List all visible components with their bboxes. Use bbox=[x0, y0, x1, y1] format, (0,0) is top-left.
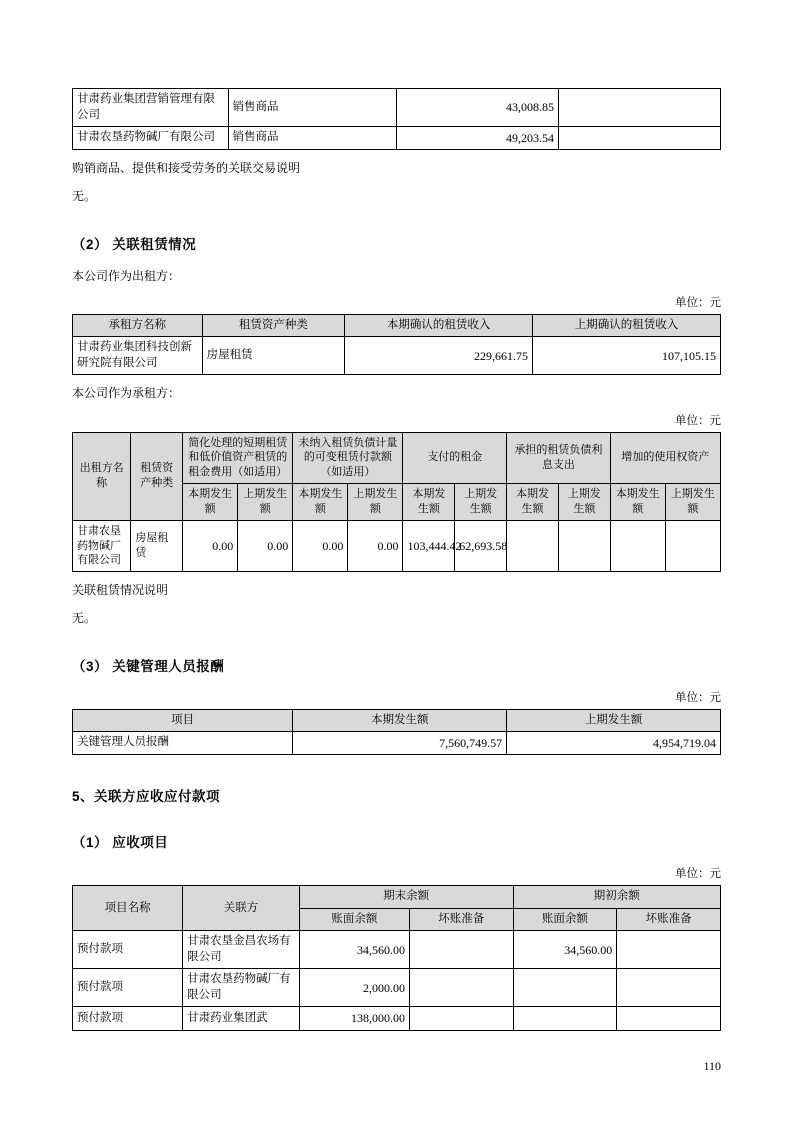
interest-current bbox=[507, 520, 559, 572]
prior-income: 107,105.15 bbox=[533, 337, 721, 375]
sub-current-paid: 本期发生额 bbox=[403, 484, 455, 521]
amount-blank bbox=[558, 89, 720, 127]
col-begin-balance: 期初余额 bbox=[513, 886, 720, 909]
end-bad-debt bbox=[409, 931, 513, 969]
lessee-name: 甘肃药业集团科技创新研究院有限公司 bbox=[73, 337, 203, 375]
page-content bbox=[72, 88, 721, 1031]
item-name: 预付款项 bbox=[73, 931, 183, 969]
asset-type: 房屋租赁 bbox=[202, 337, 345, 375]
begin-book-value bbox=[513, 1007, 617, 1030]
section-heading-receivable-payable: 5、关联方应收应付款项 bbox=[72, 789, 221, 805]
col-lessor-name: 出租方名称 bbox=[73, 432, 131, 520]
table-row bbox=[73, 732, 721, 755]
unit-label-lessee: 单位：元 bbox=[675, 414, 721, 427]
begin-book-value: 34,560.00 bbox=[513, 931, 617, 969]
item-name: 预付款项 bbox=[73, 969, 183, 1007]
receivable-items-table bbox=[72, 885, 721, 1030]
end-bad-debt bbox=[409, 969, 513, 1007]
col-related-party: 关联方 bbox=[183, 886, 300, 931]
col-prior-amount: 上期发生额 bbox=[507, 709, 721, 732]
table-header-row bbox=[73, 314, 721, 337]
asset-type: 房屋租赁 bbox=[131, 520, 183, 572]
sub-end-bad-debt: 坏账准备 bbox=[409, 908, 513, 931]
col-asset-type: 租赁资产种类 bbox=[202, 314, 345, 337]
unit-label-key-management: 单位：元 bbox=[675, 691, 721, 704]
lessee-caption: 本公司作为承租方： bbox=[72, 386, 181, 401]
rou-prior bbox=[665, 520, 720, 572]
lease-note-caption: 关联租赁情况说明 bbox=[72, 583, 169, 598]
col-item-name: 项目名称 bbox=[73, 886, 183, 931]
table-header-row bbox=[73, 432, 721, 484]
end-bad-debt bbox=[409, 1007, 513, 1030]
sub-prior-paid: 上期发生额 bbox=[455, 484, 507, 521]
current-amount: 7,560,749.57 bbox=[293, 732, 507, 755]
sub-prior-simplified: 上期发生额 bbox=[238, 484, 293, 521]
paid-current: 103,444.42 bbox=[403, 520, 455, 572]
col-prior-income: 上期确认的租赁收入 bbox=[533, 314, 721, 337]
table-row bbox=[73, 931, 721, 969]
col-variable-payment: 未纳入租赁负债计量的可变租赁付款额（如适用） bbox=[293, 432, 403, 484]
col-paid-rent: 支付的租金 bbox=[403, 432, 507, 484]
col-interest-expense: 承担的租赁负债利息支出 bbox=[507, 432, 611, 484]
amount-current: 43,008.85 bbox=[396, 89, 558, 127]
simplified-prior: 0.00 bbox=[238, 520, 293, 572]
table-row bbox=[73, 127, 721, 150]
current-income: 229,661.75 bbox=[345, 337, 533, 375]
table-header-row bbox=[73, 886, 721, 909]
interest-prior bbox=[558, 520, 610, 572]
col-asset-type: 租赁资产种类 bbox=[131, 432, 183, 520]
item-name: 关键管理人员报酬 bbox=[73, 732, 293, 755]
unit-label-lessor: 单位：元 bbox=[675, 296, 721, 309]
page-number: 110 bbox=[703, 1059, 721, 1073]
continued-transactions-table bbox=[72, 88, 721, 150]
sub-current-variable: 本期发生额 bbox=[293, 484, 348, 521]
sub-current-rou: 本期发生额 bbox=[610, 484, 665, 521]
col-simplified-rent: 简化处理的短期租赁和低价值资产租赁的租金费用（如适用） bbox=[183, 432, 293, 484]
end-book-value: 138,000.00 bbox=[299, 1007, 409, 1030]
related-party: 甘肃农垦金昌农场有限公司 bbox=[183, 931, 300, 969]
sub-current-simplified: 本期发生额 bbox=[183, 484, 238, 521]
key-management-table bbox=[72, 709, 721, 756]
col-rou-asset: 增加的使用权资产 bbox=[610, 432, 720, 484]
col-end-balance: 期末余额 bbox=[299, 886, 513, 909]
sub-prior-variable: 上期发生额 bbox=[348, 484, 403, 521]
related-party: 甘肃农垦药物碱厂有限公司 bbox=[183, 969, 300, 1007]
purchase-note-caption: 购销商品、提供和接受劳务的关联交易说明 bbox=[72, 161, 301, 176]
col-current-income: 本期确认的租赁收入 bbox=[345, 314, 533, 337]
col-lessee-name: 承租方名称 bbox=[73, 314, 203, 337]
simplified-current: 0.00 bbox=[183, 520, 238, 572]
sub-prior-interest: 上期发生额 bbox=[558, 484, 610, 521]
related-party: 甘肃药业集团武 bbox=[183, 1007, 300, 1030]
lessee-table bbox=[72, 432, 721, 573]
variable-current: 0.00 bbox=[293, 520, 348, 572]
party-name: 甘肃农垦药物碱厂有限公司 bbox=[73, 127, 229, 150]
prior-amount: 4,954,719.04 bbox=[507, 732, 721, 755]
amount-blank bbox=[558, 127, 720, 150]
transaction-type: 销售商品 bbox=[228, 89, 396, 127]
sub-current-interest: 本期发生额 bbox=[507, 484, 559, 521]
begin-bad-debt bbox=[617, 969, 721, 1007]
item-name: 预付款项 bbox=[73, 1007, 183, 1030]
begin-bad-debt bbox=[617, 1007, 721, 1030]
sub-end-book-value: 账面余额 bbox=[299, 908, 409, 931]
end-book-value: 2,000.00 bbox=[299, 969, 409, 1007]
sub-prior-rou: 上期发生额 bbox=[665, 484, 720, 521]
section-heading-lease: （2） 关联租赁情况 bbox=[72, 236, 197, 252]
paid-prior: 62,693.58 bbox=[455, 520, 507, 572]
amount-current: 49,203.54 bbox=[396, 127, 558, 150]
col-current-amount: 本期发生额 bbox=[293, 709, 507, 732]
party-name: 甘肃药业集团营销管理有限公司 bbox=[73, 89, 229, 127]
purchase-note-value: 无。 bbox=[72, 189, 97, 204]
table-row bbox=[73, 89, 721, 127]
begin-book-value bbox=[513, 969, 617, 1007]
table-row bbox=[73, 520, 721, 572]
lessor-table bbox=[72, 314, 721, 376]
lease-note-value: 无。 bbox=[72, 611, 97, 626]
lessor-name: 甘肃农垦药物碱厂有限公司 bbox=[73, 520, 131, 572]
section-heading-key-management: （3） 关键管理人员报酬 bbox=[72, 658, 225, 674]
sub-begin-bad-debt: 坏账准备 bbox=[617, 908, 721, 931]
section-heading-receivable-items: （1） 应收项目 bbox=[72, 835, 169, 851]
table-row bbox=[73, 969, 721, 1007]
table-row bbox=[73, 337, 721, 375]
unit-label-receivable: 单位：元 bbox=[675, 868, 721, 881]
end-book-value: 34,560.00 bbox=[299, 931, 409, 969]
begin-bad-debt bbox=[617, 931, 721, 969]
col-item: 项目 bbox=[73, 709, 293, 732]
sub-begin-book-value: 账面余额 bbox=[513, 908, 617, 931]
rou-current bbox=[610, 520, 665, 572]
table-row bbox=[73, 1007, 721, 1030]
lessor-caption: 本公司作为出租方： bbox=[72, 268, 181, 283]
variable-prior: 0.00 bbox=[348, 520, 403, 572]
table-header-row bbox=[73, 709, 721, 732]
transaction-type: 销售商品 bbox=[228, 127, 396, 150]
